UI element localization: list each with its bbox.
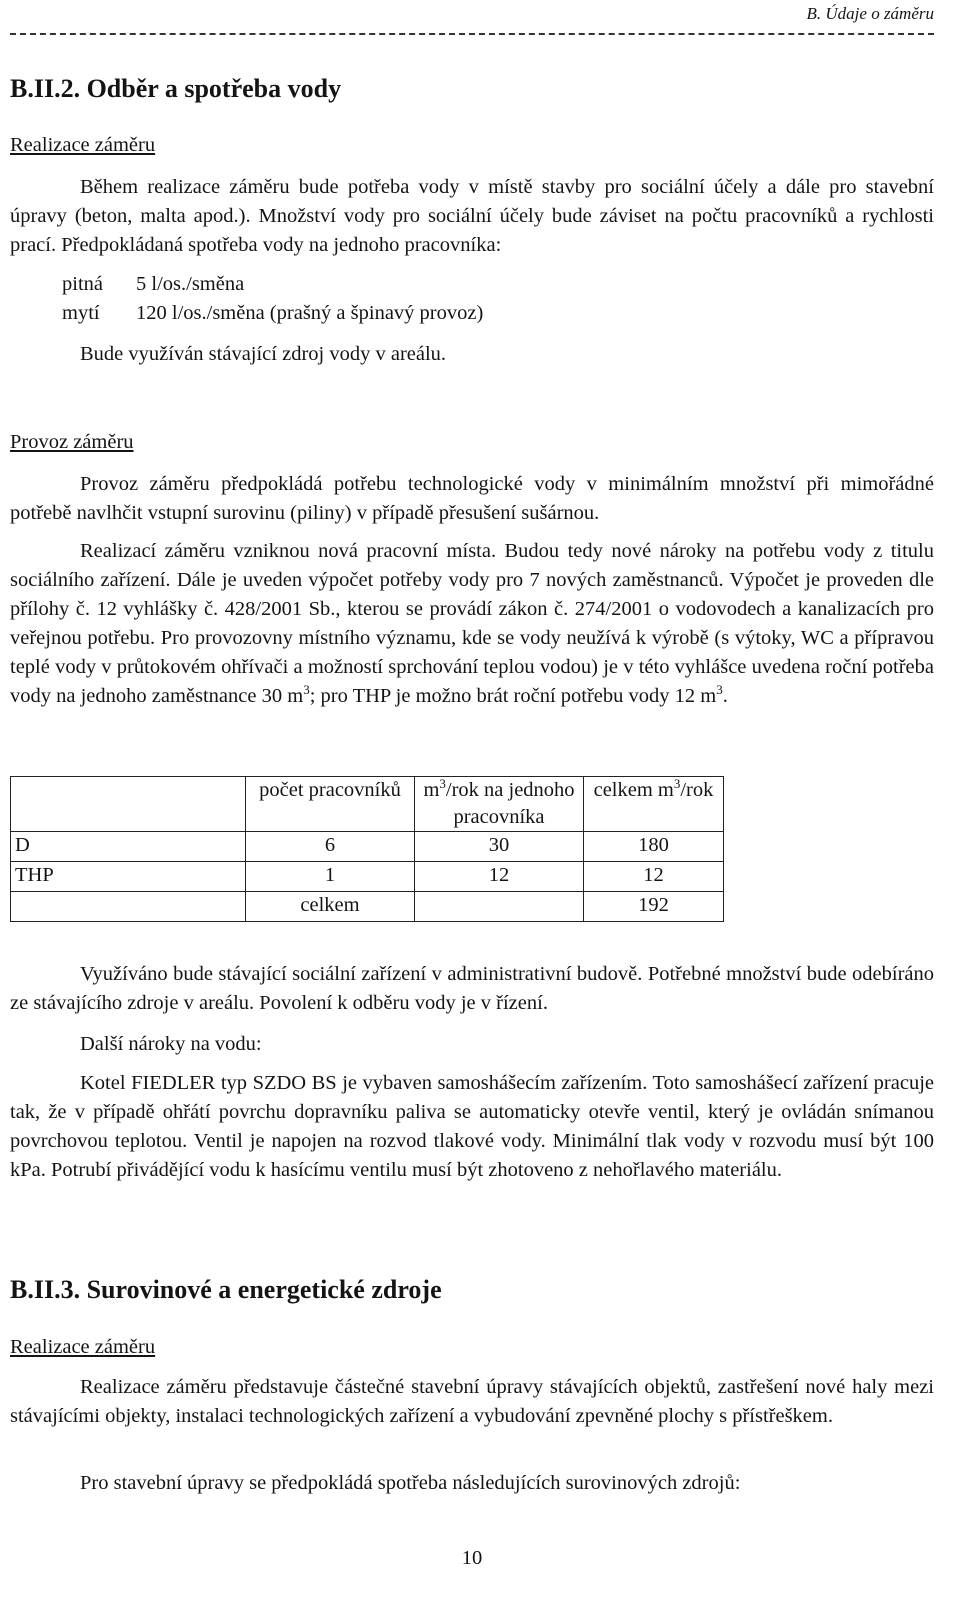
running-header: B. Údaje o záměru — [806, 4, 934, 23]
paragraph-provoz-1: Provoz záměru předpokládá potřebu technologické vody v minimálním množství při mimořádné potřebě navlhčit vstupní surovinu (piliny) v případě přesušení sušárnou. — [10, 473, 934, 524]
table-header-count: počet pracovníků — [246, 777, 415, 832]
water-need-row — [62, 270, 483, 299]
water-need-label: pitná — [62, 273, 103, 295]
section-title-b2: B.II.2. Odběr a spotřeba vody — [10, 74, 342, 103]
header-divider — [10, 33, 934, 35]
table-cell-per-worker: 12 — [415, 862, 584, 892]
table-row — [11, 862, 724, 892]
table-cell-count: 6 — [246, 832, 415, 862]
section-title-b3: B.II.3. Surovinové a energetické zdroje — [10, 1275, 442, 1304]
table-row — [11, 832, 724, 862]
water-consumption-list — [62, 270, 483, 328]
subheading-realizace: Realizace záměru — [10, 134, 156, 156]
superscript-unit: 3 — [716, 682, 723, 698]
paragraph-realizace: Během realizace záměru bude potřeba vody v místě stavby pro sociální účely a dále pro stavební úpravy (beton, malta apod.). Množství vody pro sociální účely bude záviset na počtu pracovníků a rychlosti prací. Předpokládaná spotřeba vody na jednoho pracovníka: — [10, 176, 934, 256]
water-source-note: Bude využíván stávající zdroj vody v areálu. — [80, 343, 447, 365]
table-cell-per-worker: 30 — [415, 832, 584, 862]
table-cell-total: 180 — [584, 832, 724, 862]
paragraph-after-table: Využíváno bude stávající sociální zařízení v administrativní budově. Potřebné množství bude odebíráno ze stávajícího zdroje v areálu. Povolení k odběru vody je v řízení. — [10, 963, 934, 1014]
paragraph-kotel: Kotel FIEDLER typ SZDO BS je vybaven samoshášecím zařízením. Toto samoshášecí zařízení pracuje tak, že v případě ohřátí povrchu dopravníku paliva se automaticky otevře ventil, který je ovládán snímanou povrchovou teplotou. Ventil je napojen na rozvod tlakové vody. Minimální tlak vody v rozvodu musí být 100 kPa. Potrubí přivádějící vodu k hasícímu ventilu musí být zhotoveno z nehořlavého materiálu. — [10, 1072, 934, 1181]
table-cell-empty — [415, 892, 584, 922]
water-need-label: mytí — [62, 302, 100, 324]
table-total-row — [11, 892, 724, 922]
paragraph-provoz-2: Realizací záměru vzniknou nová pracovní místa. Budou tedy nové nároky na potřebu vody z titulu sociálního zařízení. Dále je uveden výpočet potřeby vody pro 7 nových zaměstnanců. Výpočet je proveden dle přílohy č. 12 vyhlášky č. 428/2001 Sb., kterou se provádí zákon č. 274/2001 o vodovodech a kanalizacích pro veřejnou potřebu. Pro provozovny místního významu, kde se vody neužívá k výrobě (s výtoky, WC a přípravou teplé vody v průtokovém ohřívači a možností sprchování teplou vodou) je v této vyhlášce uvedena roční potřeba vody na jednoho zaměstnance 30 $m^3$; pro THP je možno brát roční potřebu vody 12 $m^3$. — [10, 540, 934, 707]
subheading-realizace-b3: Realizace záměru — [10, 1336, 156, 1358]
water-need-value: 5 l/os./směna — [136, 273, 245, 295]
page-number: 10 — [461, 1547, 483, 1569]
table-header-total: celkem $m^3$/rok — [584, 777, 724, 832]
further-needs-label: Další nároky na vodu: — [80, 1033, 262, 1055]
water-need-value: 120 l/os./směna (prašný a špinavý provoz) — [136, 302, 484, 324]
table-header-row — [11, 777, 724, 832]
paragraph-realizace-b3: Realizace záměru představuje částečné stavební úpravy stávajících objektů, zastřešení nové haly mezi stávajícími objekty, instalaci technologických zařízení a vybudování zpevněné plochy s přístřeškem. — [10, 1376, 934, 1427]
water-need-row — [62, 299, 483, 328]
table-cell-total: 12 — [584, 862, 724, 892]
table-header-per-worker: $m^3$/rok na jednoho pracovníka — [415, 777, 584, 832]
table-cell-label: THP — [11, 862, 246, 892]
table-cell-total-value: 192 — [584, 892, 724, 922]
table-cell-count: 1 — [246, 862, 415, 892]
paragraph-last-line: Pro stavební úpravy se předpokládá spotřeba následujících surovinových zdrojů: — [80, 1472, 741, 1494]
table-header-empty — [11, 777, 246, 832]
table-cell-label: D — [11, 832, 246, 862]
superscript-unit: 3 — [303, 682, 310, 698]
water-calculation-table — [10, 776, 724, 922]
table-cell-total-label: celkem — [246, 892, 415, 922]
subheading-provoz: Provoz záměru — [10, 431, 134, 453]
table-cell-empty — [11, 892, 246, 922]
